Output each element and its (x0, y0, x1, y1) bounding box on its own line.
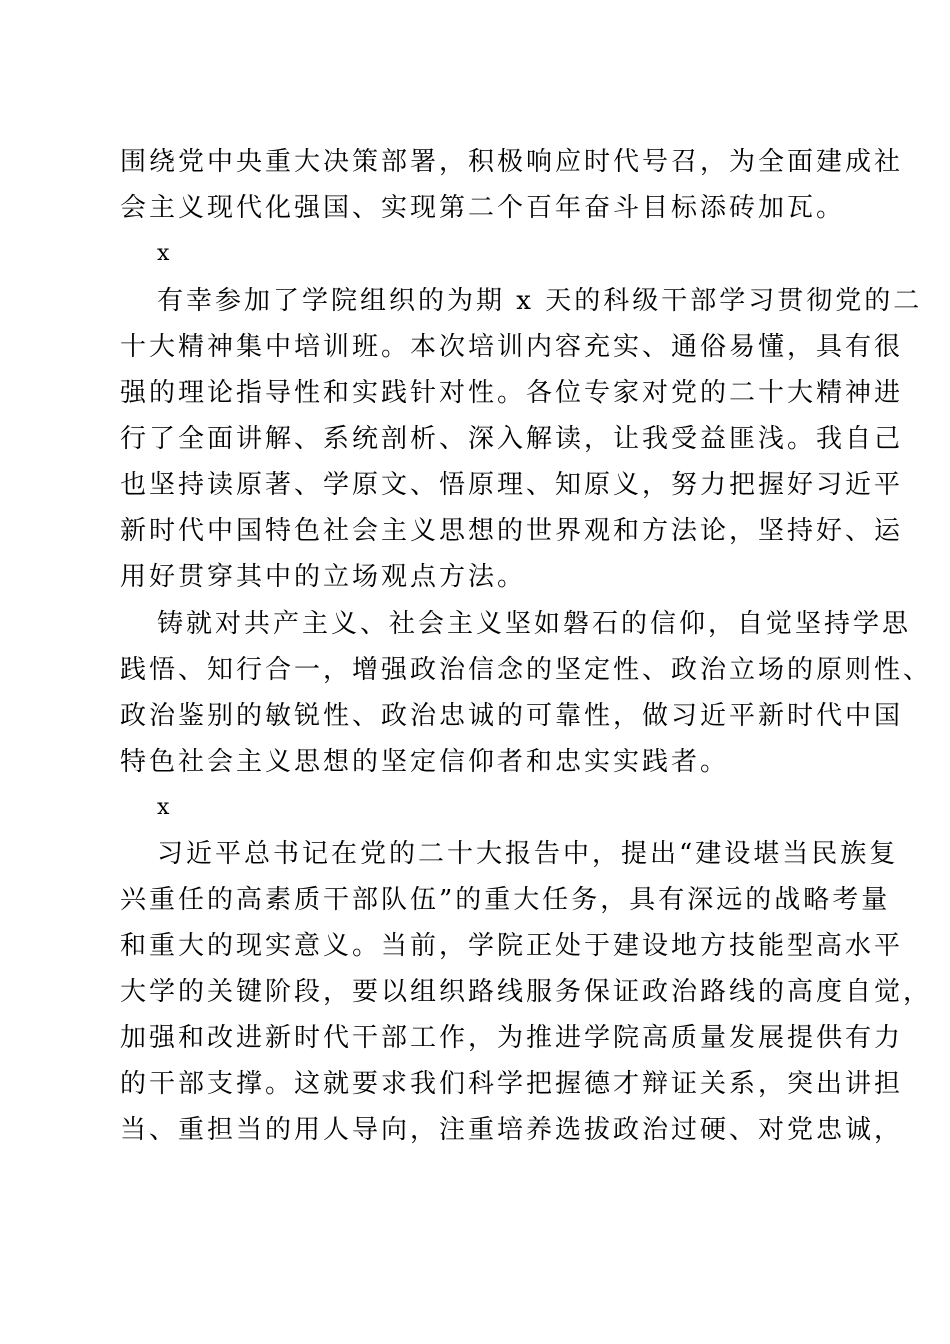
text-line: 加强和改进新时代干部工作，为推进学院高质量发展提供有力 (120, 1023, 904, 1053)
section-heading: x (157, 795, 173, 820)
text-line: 特色社会主义思想的坚定信仰者和忠实实践者。 (120, 747, 730, 777)
text-line: 政治鉴别的敏锐性、政治忠诚的可靠性，做习近平新时代中国 (120, 701, 904, 731)
text-line: 习近平总书记在党的二十大报告中，提出“建设堪当民族复 (157, 839, 899, 869)
text-line: 新时代中国特色社会主义思想的世界观和方法论，坚持好、运 (120, 516, 904, 546)
text-line: 围绕党中央重大决策部署，积极响应时代号召，为全面建成社 (120, 147, 904, 177)
text-line: 大学的关键阶段，要以组织路线服务保证政治路线的高度自觉， (120, 977, 933, 1007)
text-line: 用好贯穿其中的立场观点方法。 (120, 562, 527, 592)
text-line: 也坚持读原著、学原文、悟原理、知原义，努力把握好习近平 (120, 470, 904, 500)
text-line: 和重大的现实意义。当前，学院正处于建设地方技能型高水平 (120, 931, 904, 961)
text-line: 会主义现代化强国、实现第二个百年奋斗目标添砖加瓦。 (120, 193, 846, 223)
section-heading: x (157, 241, 173, 266)
text-line: 行了全面讲解、系统剖析、深入解读，让我受益匪浅。我自己 (120, 424, 904, 454)
text-line: 兴重任的高素质干部队伍”的重大任务，具有深远的战略考量 (120, 885, 891, 915)
text-line: 铸就对共产主义、社会主义坚如磐石的信仰，自觉坚持学思 (157, 609, 912, 639)
text-line: 有幸参加了学院组织的为期 x 天的科级干部学习贯彻党的二 (157, 286, 923, 316)
text-line: 的干部支撑。这就要求我们科学把握德才辩证关系，突出讲担 (120, 1069, 904, 1099)
text-line: 强的理论指导性和实践针对性。各位专家对党的二十大精神进 (120, 378, 904, 408)
text-line: 践悟、知行合一，增强政治信念的坚定性、政治立场的原则性、 (120, 655, 933, 685)
text-line: 当、重担当的用人导向，注重培养选拔政治过硬、对党忠诚， (120, 1115, 904, 1145)
text-line: 十大精神集中培训班。本次培训内容充实、通俗易懂，具有很 (120, 332, 904, 362)
